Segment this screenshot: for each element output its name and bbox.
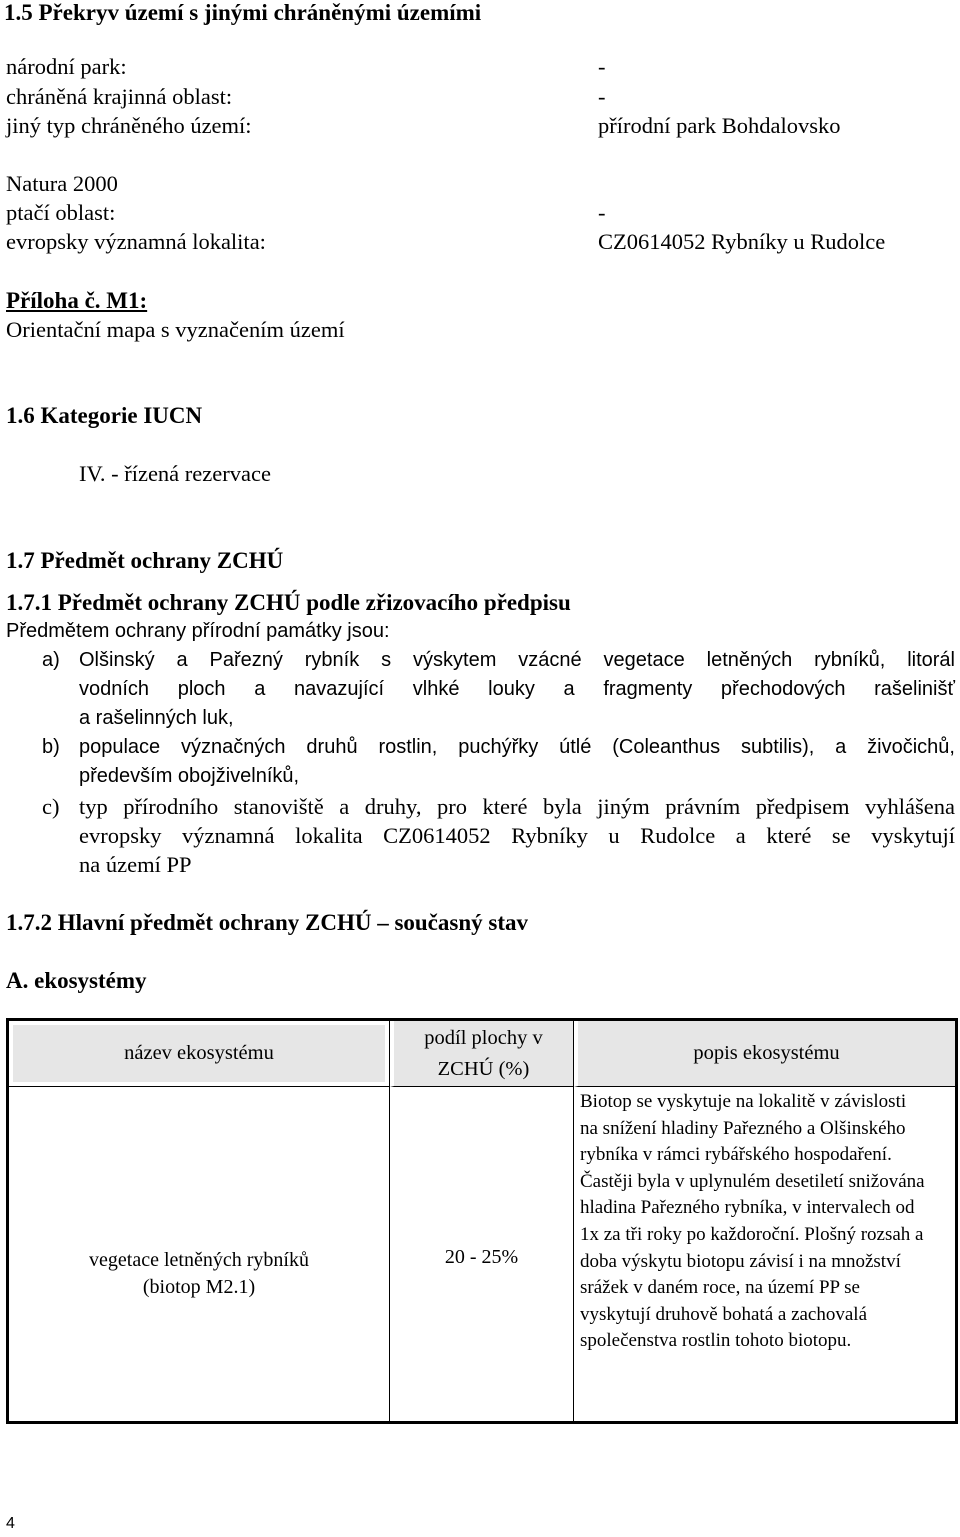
list-item-a-line-1: Olšinský a Pařezný rybník s výskytem vzácné vegetace letněných rybníků, litorál	[79, 649, 955, 671]
row-label-jiny-typ: jiný typ chráněného území:	[6, 113, 252, 138]
ecosystem-name: vegetace letněných rybníků	[89, 1249, 309, 1271]
section-1-7-1-heading: 1.7.1 Předmět ochrany ZCHÚ podle zřizovacího předpisu	[6, 590, 571, 615]
ecosystem-share: 20 - 25%	[444, 1245, 519, 1268]
list-item-c-line-3: na území PP	[79, 852, 192, 877]
list-item-a-line-2: vodních ploch a navazující vlhké louky a fragmenty přechodových rašelinišť	[79, 678, 955, 700]
priloha-title: Příloha č. M1:	[6, 288, 148, 313]
row-value-narodni-park: -	[598, 54, 606, 79]
table-cell-popis	[574, 1087, 955, 1421]
ecosystem-description: Biotop se vyskytuje na lokalitě v závislosti na snížení hladiny Pařezného a Olšinského rybníka v rámci rybářského hospodaření. Častěji byla v uplynulém desetiletí snižována hladina Pařezného rybníka, v intervalech od 1x za tři roky po každoroční. Plošný rozsah a doba výskytu biotopu závisí i na množství srážek v daném roce, na území PP se vyskytují druhově bohatá a zachovalá společenstva rostlin tohoto biotopu.	[580, 1091, 925, 1352]
section-1-7-heading: 1.7 Předmět ochrany ZCHÚ	[6, 548, 284, 573]
table-header-popis: popis ekosystému	[574, 1021, 955, 1087]
table-header-nazev: název ekosystému	[9, 1021, 390, 1087]
list-item-c-line-1: typ přírodního stanoviště a druhy, pro které byla jiným právním předpisem vyhlášena	[79, 794, 955, 819]
table-cell-podil	[390, 1087, 574, 1421]
natura-title: Natura 2000	[6, 171, 118, 196]
section-1-5-heading: 1.5 Překryv území s jinými chráněnými územími	[4, 0, 482, 25]
table-header-podil: podíl plochy v ZCHÚ (%)	[390, 1021, 574, 1087]
list-marker-b: b)	[42, 736, 60, 758]
section-1-7-2-heading: 1.7.2 Hlavní předmět ochrany ZCHÚ – současný stav	[6, 910, 528, 935]
priloha-text: Orientační mapa s vyznačením území	[6, 317, 345, 342]
page-number: 4	[6, 1515, 15, 1532]
row-value-ptaci-oblast: -	[598, 200, 606, 225]
row-value-chko: -	[598, 84, 606, 109]
row-value-evl: CZ0614052 Rybníky u Rudolce	[598, 229, 886, 254]
row-label-chko: chráněná krajinná oblast:	[6, 84, 233, 109]
row-label-evl: evropsky významná lokalita:	[6, 229, 266, 254]
intro-text: Předmětem ochrany přírodní památky jsou:	[6, 620, 390, 642]
row-value-jiny-typ: přírodní park Bohdalovsko	[598, 113, 841, 138]
list-marker-a: a)	[42, 649, 60, 671]
ecosystem-biotop: (biotop M2.1)	[142, 1276, 256, 1298]
ecosystem-table	[6, 1018, 958, 1424]
ekosystemy-heading: A. ekosystémy	[6, 968, 147, 993]
list-marker-c: c)	[42, 794, 60, 819]
list-item-b-line-2: především obojživelníků,	[79, 765, 300, 787]
table-cell-nazev	[9, 1087, 390, 1421]
list-item-c-line-2: evropsky významná lokalita CZ0614052 Rybníky u Rudolce a které se vyskytují	[79, 823, 955, 848]
list-item-b-line-1: populace význačných druhů rostlin, puchýřky útlé (Coleanthus subtilis), a živočichů,	[79, 736, 955, 758]
row-label-ptaci-oblast: ptačí oblast:	[6, 200, 116, 225]
list-item-a-line-3: a rašelinných luk,	[79, 707, 234, 729]
row-label-narodni-park: národní park:	[6, 54, 127, 79]
iucn-category: IV. - řízená rezervace	[79, 461, 271, 486]
section-1-6-heading: 1.6 Kategorie IUCN	[6, 403, 203, 428]
